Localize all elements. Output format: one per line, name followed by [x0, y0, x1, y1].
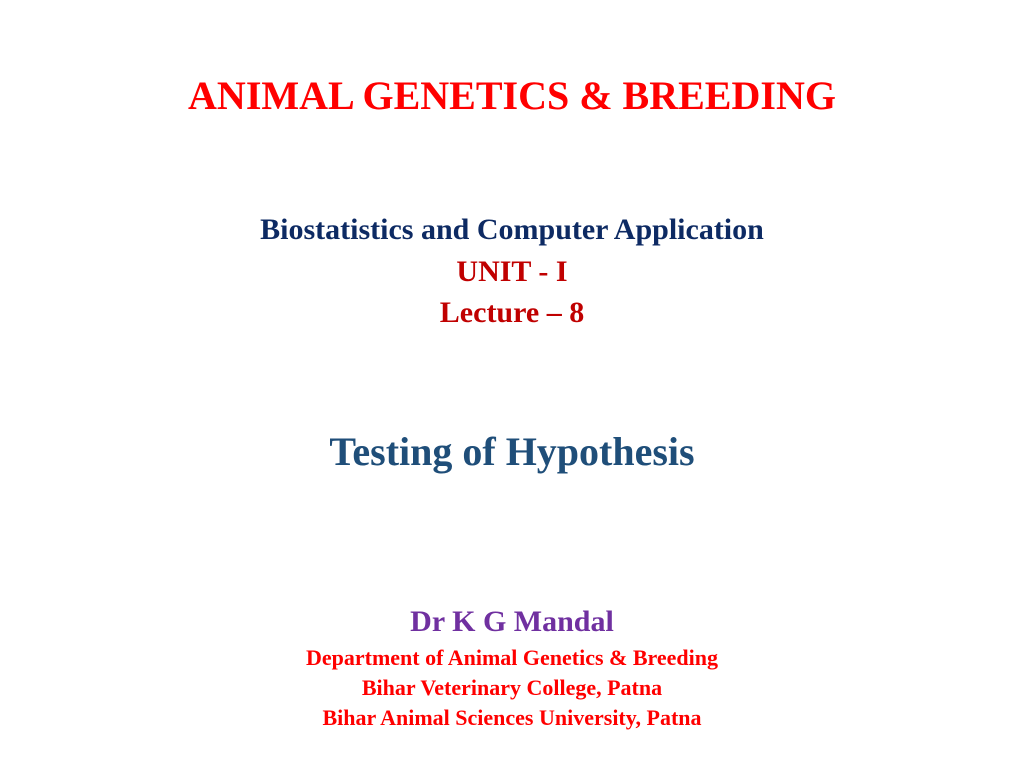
slide-main-title: ANIMAL GENETICS & BREEDING — [188, 73, 836, 118]
author-university: Bihar Animal Sciences University, Patna — [322, 705, 702, 730]
course-name: Biostatistics and Computer Application — [260, 213, 764, 246]
unit-label: UNIT - I — [456, 255, 568, 288]
lecture-topic: Testing of Hypothesis — [329, 429, 695, 474]
author-name: Dr K G Mandal — [410, 605, 614, 638]
author-college: Bihar Veterinary College, Patna — [361, 675, 663, 700]
author-department: Department of Animal Genetics & Breeding — [305, 645, 719, 670]
lecture-number: Lecture – 8 — [439, 296, 585, 329]
